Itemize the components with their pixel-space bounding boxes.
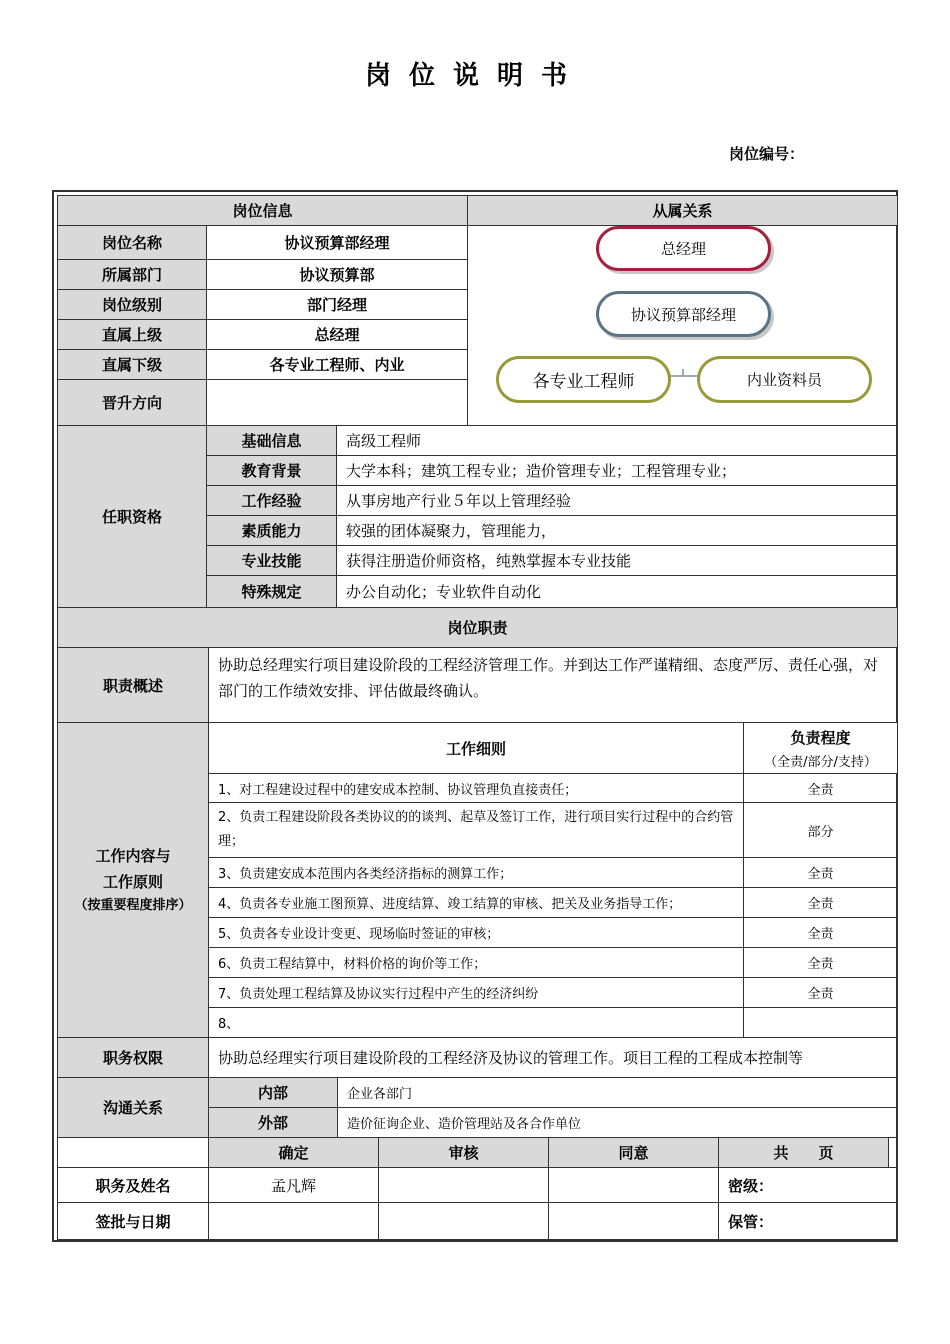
job-number-label: 岗位编号： [729,145,805,163]
comm-external-label: 外部 [208,1107,338,1138]
info-label-level: 岗位级别 [57,289,207,320]
info-value-superior: 总经理 [206,319,468,350]
work-item: 6、负责工程结算中，材料价格的询价等工作； [208,947,744,978]
qual-label-ability: 素质能力 [206,515,337,546]
qual-label-skill: 专业技能 [206,545,337,576]
relations-header: 从属关系 [467,195,898,226]
work-item-degree: 全责 [743,947,898,978]
work-item-degree: 全责 [743,773,898,803]
qualifications-label: 任职资格 [57,425,207,608]
comm-external-value: 造价征询企业、造价管理站及各合作单位 [337,1107,898,1138]
info-header: 岗位信息 [57,195,468,226]
info-label-position: 岗位名称 [57,225,207,260]
work-label-line2: 工作原则 [102,873,163,891]
qual-value-basic: 高级工程师 [336,425,898,456]
qual-value-special: 办公自动化；专业软件自动化 [336,575,898,608]
qual-label-education: 教育背景 [206,455,337,486]
qual-value-education: 大学本科；建筑工程专业；造价管理专业；工程管理专业； [336,455,898,486]
work-item-degree: 全责 [743,887,898,918]
work-label-line1: 工作内容与 [95,847,171,865]
work-label-note: （按重要程度排序） [74,898,192,913]
degree-header-note: （全责/部分/支持） [764,754,877,770]
approval-sign-agree [548,1202,719,1240]
approval-name-value: 孟凡辉 [208,1167,379,1203]
communication-label: 沟通关系 [57,1077,209,1138]
info-value-promotion [206,379,468,426]
authority-label: 职务权限 [57,1037,209,1078]
org-node-clerk: 内业资料员 [697,356,872,403]
approval-sign-label: 签批与日期 [57,1202,209,1240]
approval-secret-label: 密级： [718,1167,898,1203]
approval-sign-confirm [208,1202,379,1240]
approval-agree-header: 同意 [548,1137,719,1168]
qual-label-special: 特殊规定 [206,575,337,608]
qual-value-skill: 获得注册造价师资格，纯熟掌握本专业技能 [336,545,898,576]
approval-keep-label: 保管： [718,1202,898,1240]
info-value-subordinate: 各专业工程师、内业 [206,349,468,380]
info-value-level: 部门经理 [206,289,468,320]
info-label-promotion: 晋升方向 [57,379,207,426]
qual-label-basic: 基础信息 [206,425,337,456]
responsibility-degree-header [743,722,898,774]
comm-internal-label: 内部 [208,1077,338,1108]
work-item-degree: 全责 [743,917,898,948]
authority-text: 协助总经理实行项目建设阶段的工程经济及协议的管理工作。项目工程的工程成本控制等 [208,1037,898,1078]
approval-agree-name [548,1167,719,1203]
work-item: 7、负责处理工程结算及协议实行过程中产生的经济纠纷 [208,977,744,1008]
qual-label-experience: 工作经验 [206,485,337,516]
qual-value-experience: 从事房地产行业５年以上管理经验 [336,485,898,516]
work-item: 8、 [208,1007,744,1038]
degree-header-label: 负责程度 [790,728,851,747]
comm-internal-value: 企业各部门 [337,1077,898,1108]
duty-summary-text: 协助总经理实行项目建设阶段的工程经济管理工作。并到达工作严谨精细、态度严厉、责任心强，对部门的工作绩效安排、评估做最终确认。 [208,647,898,723]
qual-value-ability: 较强的团体凝聚力，管理能力， [336,515,898,546]
document-title: 岗位说明书 [364,61,585,91]
work-item: 4、负责各专业施工图预算、进度结算、竣工结算的审核、把关及业务指导工作； [208,887,744,918]
org-chart-area [467,225,898,426]
approval-name-label: 职务及姓名 [57,1167,209,1203]
duties-header: 岗位职责 [57,607,898,648]
work-item-degree [743,1007,898,1038]
org-node-dept-manager: 协议预算部经理 [596,291,771,337]
approval-blank-cell [57,1137,209,1168]
info-value-department: 协议预算部 [206,259,468,290]
info-label-superior: 直属上级 [57,319,207,350]
org-node-general-manager: 总经理 [596,226,771,271]
work-item: 1、对工程建设过程中的建安成本控制、协议管理负直接责任； [208,773,744,803]
info-value-position: 协议预算部经理 [206,225,468,260]
approval-review-name [378,1167,549,1203]
work-item: 2、负责工程建设阶段各类协议的的谈判、起草及签订工作，进行项目实行过程中的合约管理； [208,802,744,858]
work-details-header: 工作细则 [208,722,744,774]
approval-review-header: 审核 [378,1137,549,1168]
work-item-degree: 全责 [743,977,898,1008]
approval-sign-review [378,1202,549,1240]
work-item: 5、负责各专业设计变更、现场临时签证的审核； [208,917,744,948]
job-description-form [52,190,898,1242]
work-item-degree: 全责 [743,857,898,888]
work-content-label [57,722,209,1038]
info-label-subordinate: 直属下级 [57,349,207,380]
org-node-engineers: 各专业工程师 [496,356,671,403]
duty-summary-label: 职责概述 [57,647,209,723]
approval-confirm-header: 确定 [208,1137,379,1168]
approval-pages-header: 共 页 [718,1137,889,1168]
info-label-department: 所属部门 [57,259,207,290]
work-item-degree: 部分 [743,802,898,858]
work-item: 3、负责建安成本范围内各类经济指标的测算工作； [208,857,744,888]
